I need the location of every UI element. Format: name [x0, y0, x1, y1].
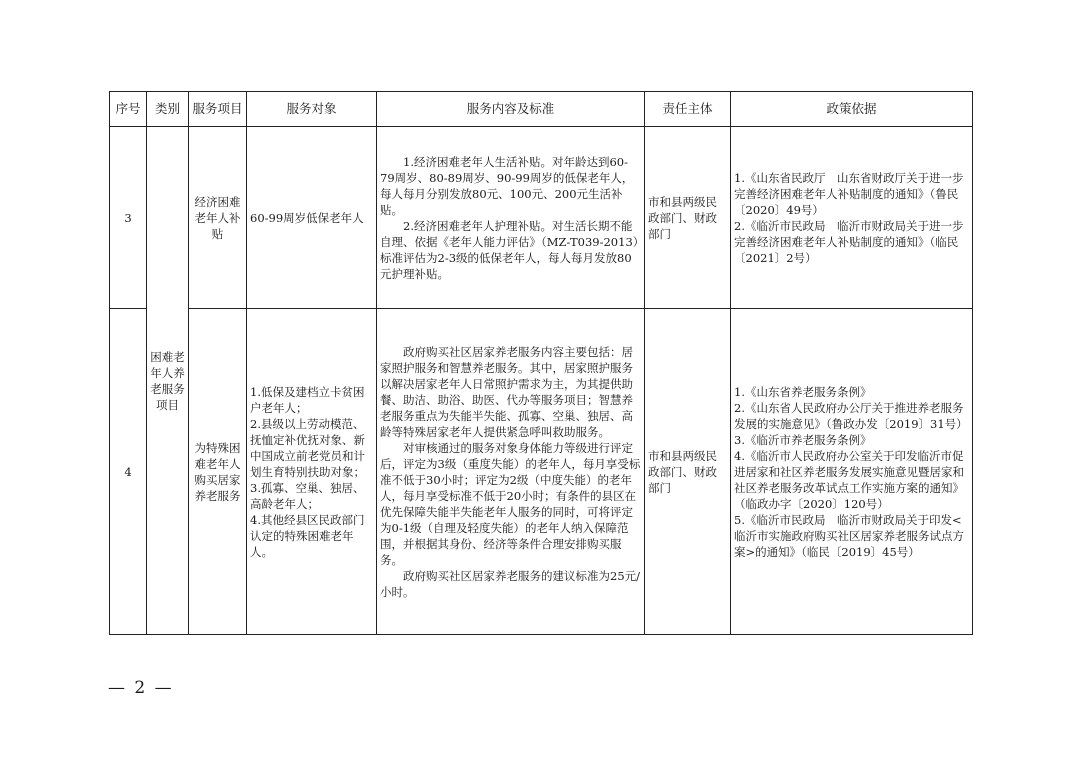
header-item: 服务项目: [189, 92, 247, 127]
page-number: — 2 —: [108, 678, 174, 698]
target-item: 3.孤寡、空巢、独居、高龄老年人；: [250, 480, 365, 511]
table-row: [110, 127, 973, 309]
responsible-party: 市和县两级民政部门、财政部门: [645, 127, 731, 309]
content-paragraph: 对审核通过的服务对象身体能力等级进行评定后，评定为3级（重度失能）的老年人，每月享受标准不低于30小时；评定为2级（中度失能）的老年人，每月享受标准不低于20小时；有条件的县区在优先保障失能半失能老年人服务的同时，可将评定为0-1级（自理及轻度失能）的老年人纳入保障范围，并根据其身份、经济等条件合理安排购买服务。: [380, 440, 641, 567]
basis-item: 4.《临沂市人民政府办公室关于印发临沂市促进居家和社区养老服务发展实施意见暨居家和社区养老服务改革试点工作实施方案的通知》（临政办字〔2020〕120号）: [734, 448, 964, 511]
basis-item: 1.《山东省民政厅 山东省财政厅关于进一步完善经济困难老年人补贴制度的通知》（鲁民〔2020〕49号）: [734, 170, 964, 217]
header-responsible: 责任主体: [645, 92, 731, 127]
basis-item: 1.《山东省养老服务条例》: [734, 384, 872, 399]
content-paragraph: 政府购买社区居家养老服务内容主要包括：居家照护服务和智慧养老服务。其中，居家照护服务以解决居家老年人日常照护需求为主，为其提供助餐、助洁、助浴、助医、代办等服务项目；智慧养老服务重点为失能半失能、孤寡、空巢、独居、高龄等特殊居家老年人提供紧急呼叫救助服务。: [380, 344, 633, 439]
header-content: 服务内容及标准: [377, 92, 645, 127]
service-target: 60-99周岁低保老年人: [247, 127, 377, 309]
service-content: [377, 127, 645, 309]
target-item: 2.县级以上劳动模范、抚恤定补优抚对象、新中国成立前老党员和计划生育特别扶助对象；: [250, 416, 365, 479]
responsible-party: 市和县两级民政部门、财政部门: [645, 309, 731, 635]
category-cell: 困难老年人养老服务项目: [147, 127, 189, 635]
service-target: [247, 309, 377, 635]
row-num: 3: [110, 127, 147, 309]
header-target: 服务对象: [247, 92, 377, 127]
content-paragraph: 1.经济困难老年人生活补贴。对年龄达到60-79周岁、80-89周岁、90-99周岁的低保老年人，每人每月分别发放80元、100元、200元生活补贴。: [380, 154, 634, 217]
service-item: 经济困难老年人补贴: [189, 127, 247, 309]
table-row: [110, 309, 973, 635]
header-num: 序号: [110, 92, 147, 127]
service-item: 为特殊困难老年人购买居家养老服务: [189, 309, 247, 635]
header-basis: 政策依据: [731, 92, 973, 127]
service-content: [377, 309, 645, 635]
target-item: 4.其他经县区民政部门认定的特殊困难老年人。: [250, 512, 365, 559]
content-paragraph: 2.经济困难老年人护理补贴。对生活长期不能自理、依据《老年人能力评估》（MZ-T039-2013）标准评估为2-3级的低保老年人，每人每月发放80元护理补贴。: [380, 218, 639, 281]
basis-item: 5.《临沂市民政局 临沂市财政局关于印发<临沂市实施政府购买社区居家养老服务试点方案>的通知》（临民〔2019〕45号）: [734, 512, 964, 559]
basis-item: 2.《山东省人民政府办公厅关于推进养老服务发展的实施意见》（鲁政办发〔2019〕31号）: [734, 400, 968, 431]
basis-item: 3.《临沂市养老服务条例》: [734, 432, 872, 447]
policy-basis: [731, 127, 973, 309]
content-paragraph: 政府购买社区居家养老服务的建议标准为25元/小时。: [380, 568, 641, 599]
table-header-row: [110, 92, 973, 127]
row-num: 4: [110, 309, 147, 635]
policy-basis: [731, 309, 973, 635]
basis-item: 2.《临沂市民政局 临沂市财政局关于进一步完善经济困难老年人补贴制度的通知》（临民〔2021〕2号）: [734, 218, 964, 265]
policy-table: [109, 91, 973, 635]
header-category: 类别: [147, 92, 189, 127]
target-item: 1.低保及建档立卡贫困户老年人；: [250, 384, 365, 415]
